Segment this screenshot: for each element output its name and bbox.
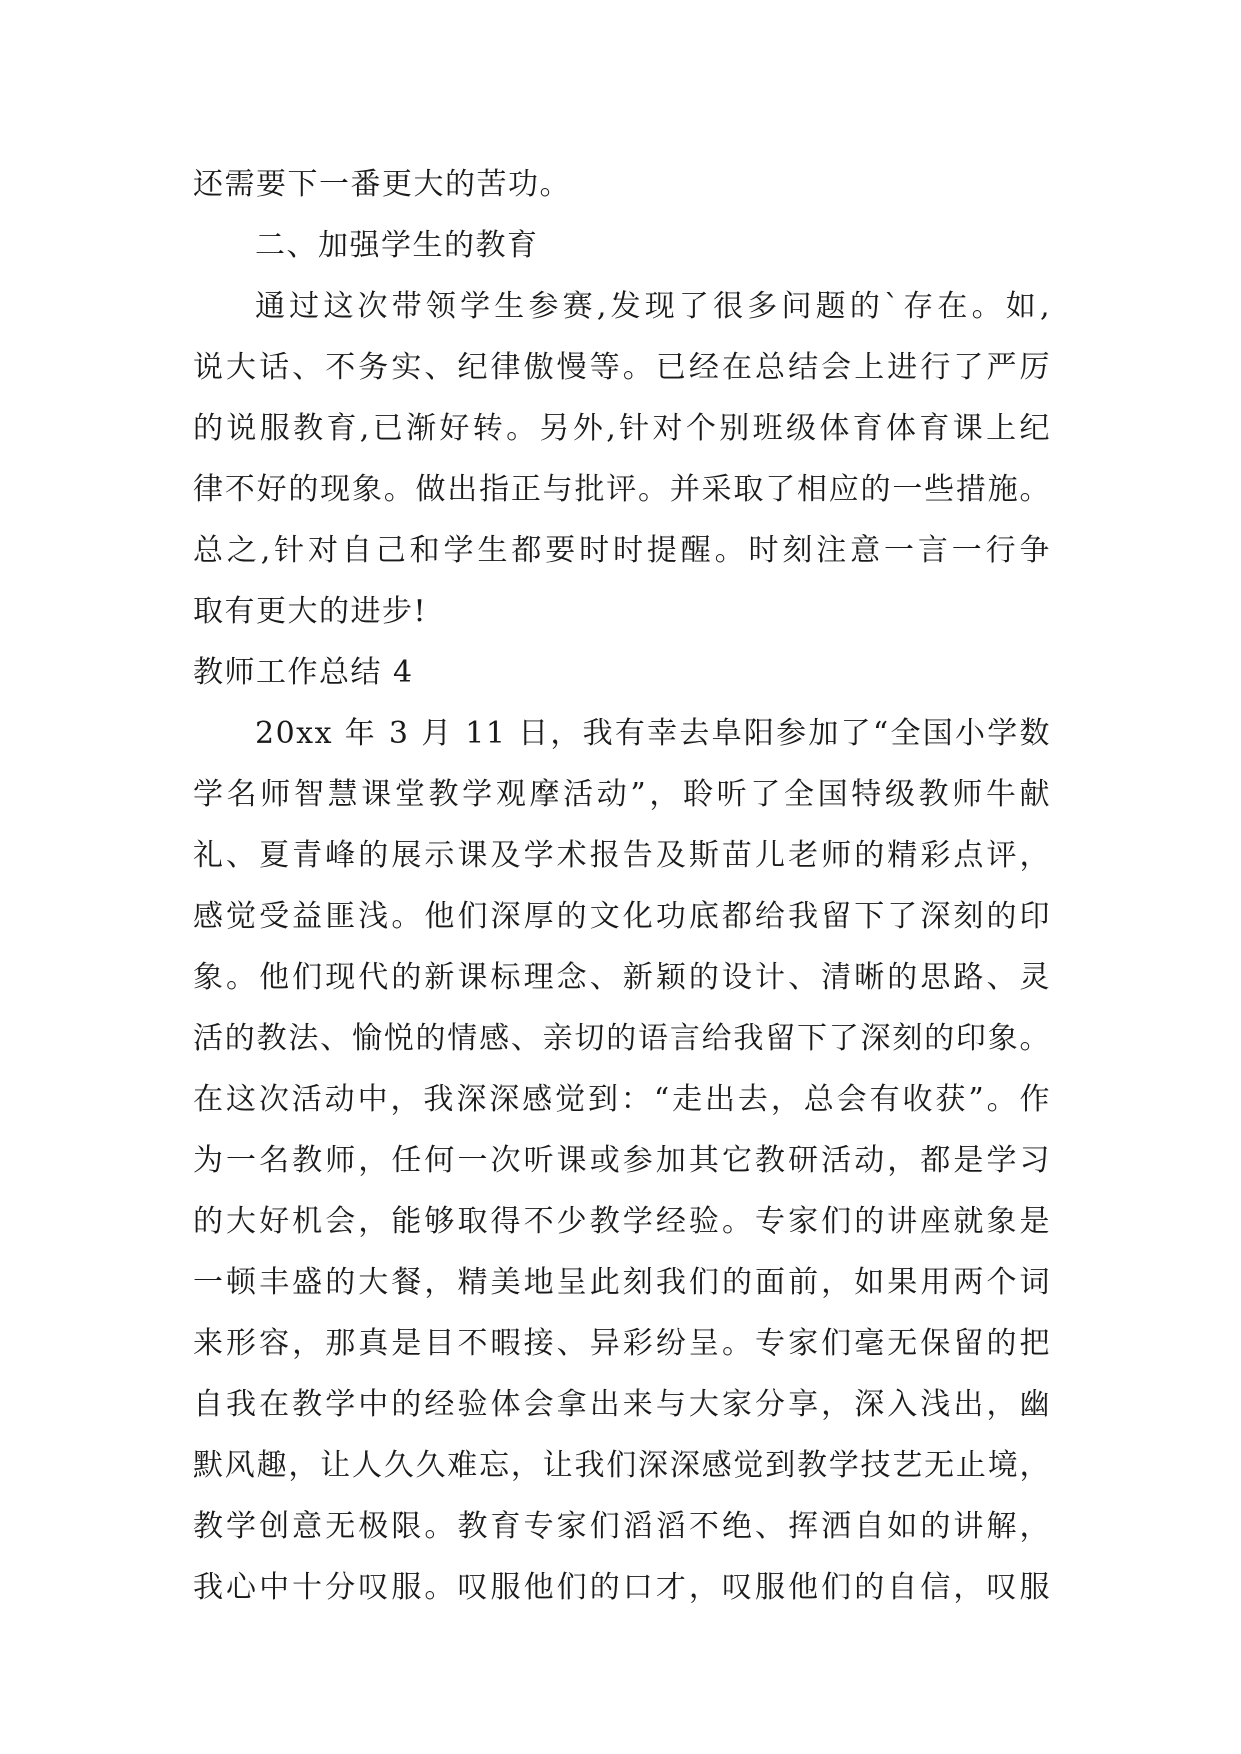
paragraph-line: 还需要下一番更大的苦功。 (193, 167, 571, 202)
paragraph-line: 教学创意无极限。教育专家们滔滔不绝、挥洒自如的讲解， (193, 1509, 1051, 1544)
paragraph-line: 自我在教学中的经验体会拿出来与大家分享，深入浅出，幽 (193, 1387, 1051, 1422)
paragraph-line: 感觉受益匪浅。他们深厚的文化功底都给我留下了深刻的印 (193, 899, 1051, 934)
document-body (193, 154, 1051, 1618)
paragraph-line: 我心中十分叹服。叹服他们的口才，叹服他们的自信，叹服 (193, 1570, 1051, 1605)
paragraph-line: 律不好的现象。做出指正与批评。并采取了相应的一些措施。 (193, 472, 1051, 507)
paragraph-line: 活的教法、愉悦的情感、亲切的语言给我留下了深刻的印象。 (193, 1021, 1051, 1056)
paragraph-line: 礼、夏青峰的展示课及学术报告及斯苗儿老师的精彩点评， (193, 838, 1051, 873)
paragraph-line: 的说服教育,已渐好转。另外,针对个别班级体育体育课上纪 (193, 411, 1051, 446)
paragraph-line: 通过这次带领学生参赛,发现了很多问题的`存在。如, (255, 289, 1051, 324)
paragraph-line: 来形容，那真是目不暇接、异彩纷呈。专家们毫无保留的把 (193, 1326, 1051, 1361)
paragraph-line: 总之,针对自己和学生都要时时提醒。时刻注意一言一行争 (193, 533, 1051, 568)
paragraph-line: 取有更大的进步! (193, 594, 428, 629)
paragraph-line: 学名师智慧课堂教学观摩活动”，聆听了全国特级教师牛献 (193, 777, 1051, 812)
paragraph-line: 在这次活动中，我深深感觉到：“走出去，总会有收获”。作 (193, 1082, 1051, 1117)
section-heading: 二、加强学生的教育 (255, 228, 539, 263)
paragraph-line: 说大话、不务实、纪律傲慢等。已经在总结会上进行了严厉 (193, 350, 1051, 385)
paragraph-line: 一顿丰盛的大餐，精美地呈此刻我们的面前，如果用两个词 (193, 1265, 1051, 1300)
paragraph-line: 象。他们现代的新课标理念、新颖的设计、清晰的思路、灵 (193, 960, 1051, 995)
paragraph-line: 为一名教师，任何一次听课或参加其它教研活动，都是学习 (193, 1143, 1051, 1178)
paragraph-line: 20xx 年 3 月 11 日，我有幸去阜阳参加了“全国小学数 (255, 716, 1051, 751)
paragraph-line: 默风趣，让人久久难忘，让我们深深感觉到教学技艺无止境， (193, 1448, 1051, 1483)
article-title: 教师工作总结 4 (193, 655, 414, 690)
paragraph-line: 的大好机会，能够取得不少教学经验。专家们的讲座就象是 (193, 1204, 1051, 1239)
